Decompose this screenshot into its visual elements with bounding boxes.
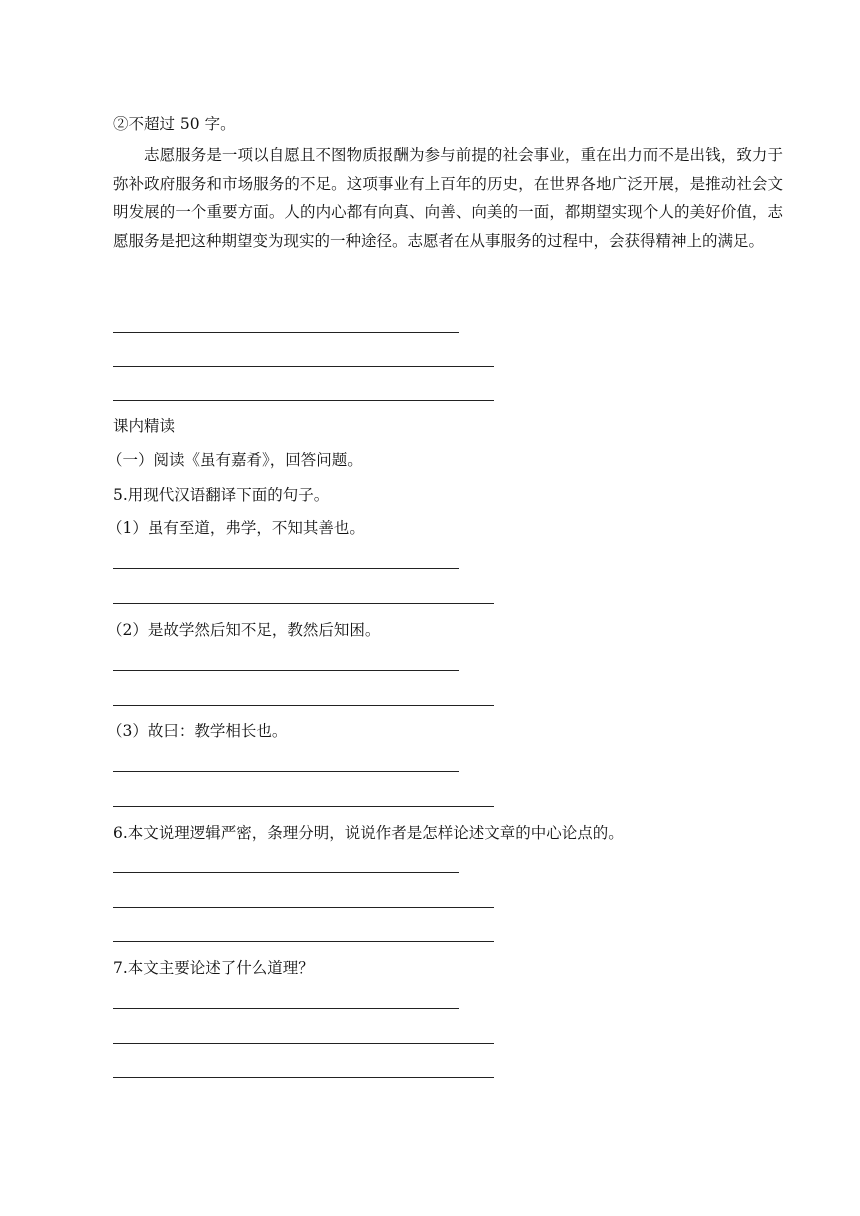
question-5-item-1: （1）虽有至道，弗学，不知其善也。 bbox=[107, 519, 365, 537]
section-title: 课内精读 bbox=[113, 417, 176, 435]
answer-line bbox=[113, 907, 494, 908]
question-5-item-3: （3）故曰：教学相长也。 bbox=[107, 722, 288, 740]
question-5-item-2: （2）是故学然后知不足，教然后知困。 bbox=[107, 621, 381, 639]
answer-line bbox=[113, 941, 494, 942]
passage-paragraph: 志愿服务是一项以自愿且不图物质报酬为参与前提的社会事业，重在出力而不是出钱，致力于弥补政府服务和市场服务的不足。这项事业有上百年的历史，在世界各地广泛开展，是推动社会文明发展的一个重要方面。人的内心都有向真、向善、向美的一面，都期望实现个人的美好价值，志愿服务是把这种期望变为现实的一种途径。志愿者在从事服务的过程中，会获得精神上的满足。 bbox=[113, 146, 783, 250]
answer-line bbox=[113, 705, 494, 706]
answer-line bbox=[113, 771, 459, 772]
question-5-prompt: 5.用现代汉语翻译下面的句子。 bbox=[113, 486, 330, 504]
answer-line bbox=[113, 332, 459, 333]
answer-line bbox=[113, 1077, 494, 1078]
answer-line bbox=[113, 1043, 494, 1044]
answer-line bbox=[113, 670, 459, 671]
answer-line bbox=[113, 806, 494, 807]
question-7-prompt: 7.本文主要论述了什么道理？ bbox=[113, 959, 314, 977]
answer-line bbox=[113, 366, 494, 367]
word-limit-note: ②不超过 50 字。 bbox=[113, 115, 236, 133]
subsection-heading: （一）阅读《虽有嘉肴》，回答问题。 bbox=[107, 451, 363, 469]
question-6-prompt: 6.本文说理逻辑严密，条理分明，说说作者是怎样论述文章的中心论点的。 bbox=[113, 824, 624, 842]
answer-line bbox=[113, 568, 459, 569]
answer-line bbox=[113, 400, 494, 401]
answer-line bbox=[113, 872, 459, 873]
answer-line bbox=[113, 1008, 459, 1009]
answer-line bbox=[113, 603, 494, 604]
